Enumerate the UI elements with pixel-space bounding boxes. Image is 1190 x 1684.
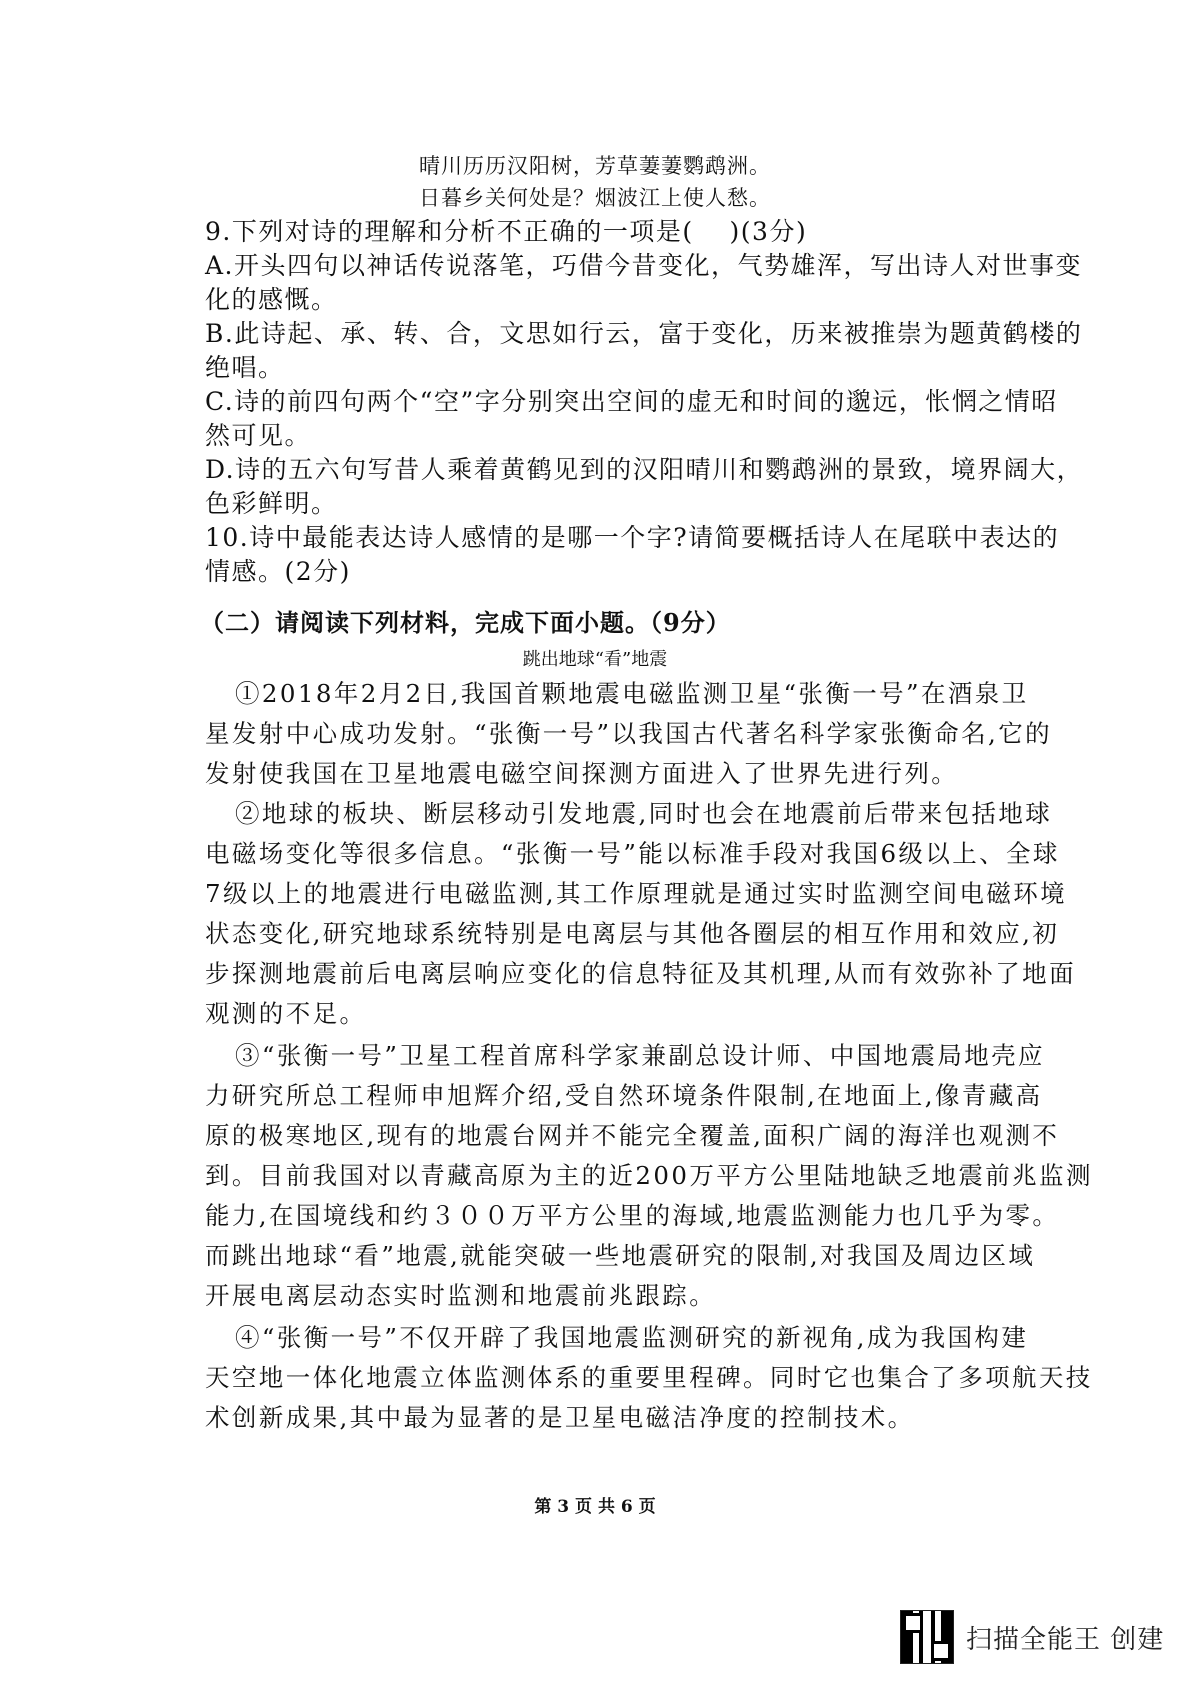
paragraph-4-line-3: 术创新成果,其中最为显著的是卫星电磁洁净度的控制技术。 bbox=[205, 1403, 915, 1432]
page-number: 第 3 页 共 6 页 bbox=[534, 1497, 656, 1517]
paragraph-4-line-2: 天空地一体化地震立体监测体系的重要里程碑。同时它也集合了多项航天技 bbox=[205, 1363, 1093, 1392]
option-a-line-1: A.开头四句以神话传说落笔，巧借今昔变化，气势雄浑，写出诗人对世事变 bbox=[205, 251, 1083, 280]
option-c-line-1: C.诗的前四句两个“空”字分别突出空间的虚无和时间的邈远，怅惘之情昭 bbox=[205, 387, 1058, 416]
question-9-stem: 9.下列对诗的理解和分析不正确的一项是( )(3分) bbox=[205, 217, 808, 246]
scanner-watermark bbox=[900, 1610, 1164, 1664]
watermark-text: 扫描全能王 创建 bbox=[966, 1624, 1165, 1655]
paragraph-3-line-3: 原的极寒地区,现有的地震台网并不能完全覆盖,面积广阔的海洋也观测不 bbox=[205, 1121, 1060, 1150]
question-10-line-2: 情感。(2分) bbox=[205, 557, 351, 586]
paragraph-4-line-1: ④“张衡一号”不仅开辟了我国地震监测研究的新视角,成为我国构建 bbox=[235, 1323, 1029, 1352]
option-d-line-1: D.诗的五六句写昔人乘着黄鹤见到的汉阳晴川和鹦鹉洲的景致，境界阔大， bbox=[205, 455, 1084, 484]
poem-line-2: 日暮乡关何处是？烟波江上使人愁。 bbox=[419, 186, 771, 210]
paragraph-2-line-4: 状态变化,研究地球系统特别是电离层与其他各圈层的相互作用和效应,初 bbox=[205, 919, 1060, 948]
question-10-line-1: 10.诗中最能表达诗人感情的是哪一个字?请简要概括诗人在尾联中表达的 bbox=[205, 523, 1060, 552]
paragraph-2-line-1: ②地球的板块、断层移动引发地震,同时也会在地震前后带来包括地球 bbox=[235, 799, 1053, 828]
paragraph-3-line-7: 开展电离层动态实时监测和地震前兆跟踪。 bbox=[205, 1281, 717, 1310]
option-b-line-1: B.此诗起、承、转、合，文思如行云，富于变化，历来被推崇为题黄鹤楼的 bbox=[205, 319, 1083, 348]
paragraph-2-line-6: 观测的不足。 bbox=[205, 999, 367, 1028]
paragraph-3-line-2: 力研究所总工程师申旭辉介绍,受自然环境条件限制,在地面上,像青藏高 bbox=[205, 1081, 1043, 1110]
paragraph-2-line-3: 7级以上的地震进行电磁监测,其工作原理就是通过实时监测空间电磁环境 bbox=[205, 879, 1068, 908]
paragraph-1-line-3: 发射使我国在卫星地震电磁空间探测方面进入了世界先进行列。 bbox=[205, 759, 959, 788]
option-c-line-2: 然可见。 bbox=[205, 421, 312, 450]
paragraph-1-line-2: 星发射中心成功发射。“张衡一号”以我国古代著名科学家张衡命名,它的 bbox=[205, 719, 1053, 748]
paragraph-3-line-6: 而跳出地球“看”地震,就能突破一些地震研究的限制,对我国及周边区域 bbox=[205, 1241, 1036, 1270]
paragraph-1-line-1: ①2018年2月2日,我国首颗地震电磁监测卫星“张衡一号”在酒泉卫 bbox=[235, 679, 1029, 708]
poem-line-1: 晴川历历汉阳树，芳草萋萋鹦鹉洲。 bbox=[419, 154, 771, 178]
paragraph-2-line-2: 电磁场变化等很多信息。“张衡一号”能以标准手段对我国6级以上、全球 bbox=[205, 839, 1060, 868]
paragraph-3-line-5: 能力,在国境线和约３００万平方公里的海域,地震监测能力也几乎为零。 bbox=[205, 1201, 1060, 1230]
paragraph-3-line-1: ③“张衡一号”卫星工程首席科学家兼副总设计师、中国地震局地壳应 bbox=[235, 1041, 1045, 1070]
paragraph-3-line-4: 到。目前我国对以青藏高原为主的近200万平方公里陆地缺乏地震前兆监测 bbox=[205, 1161, 1093, 1190]
section-2-title: （二）请阅读下列材料，完成下面小题。（9分） bbox=[200, 608, 731, 637]
article-title: 跳出地球“看”地震 bbox=[522, 649, 668, 670]
qr-code-icon bbox=[900, 1610, 954, 1664]
option-b-line-2: 绝唱。 bbox=[205, 353, 285, 382]
option-d-line-2: 色彩鲜明。 bbox=[205, 489, 338, 518]
paragraph-2-line-5: 步探测地震前后电离层响应变化的信息特征及其机理,从而有效弥补了地面 bbox=[205, 959, 1076, 988]
option-a-line-2: 化的感慨。 bbox=[205, 285, 338, 314]
